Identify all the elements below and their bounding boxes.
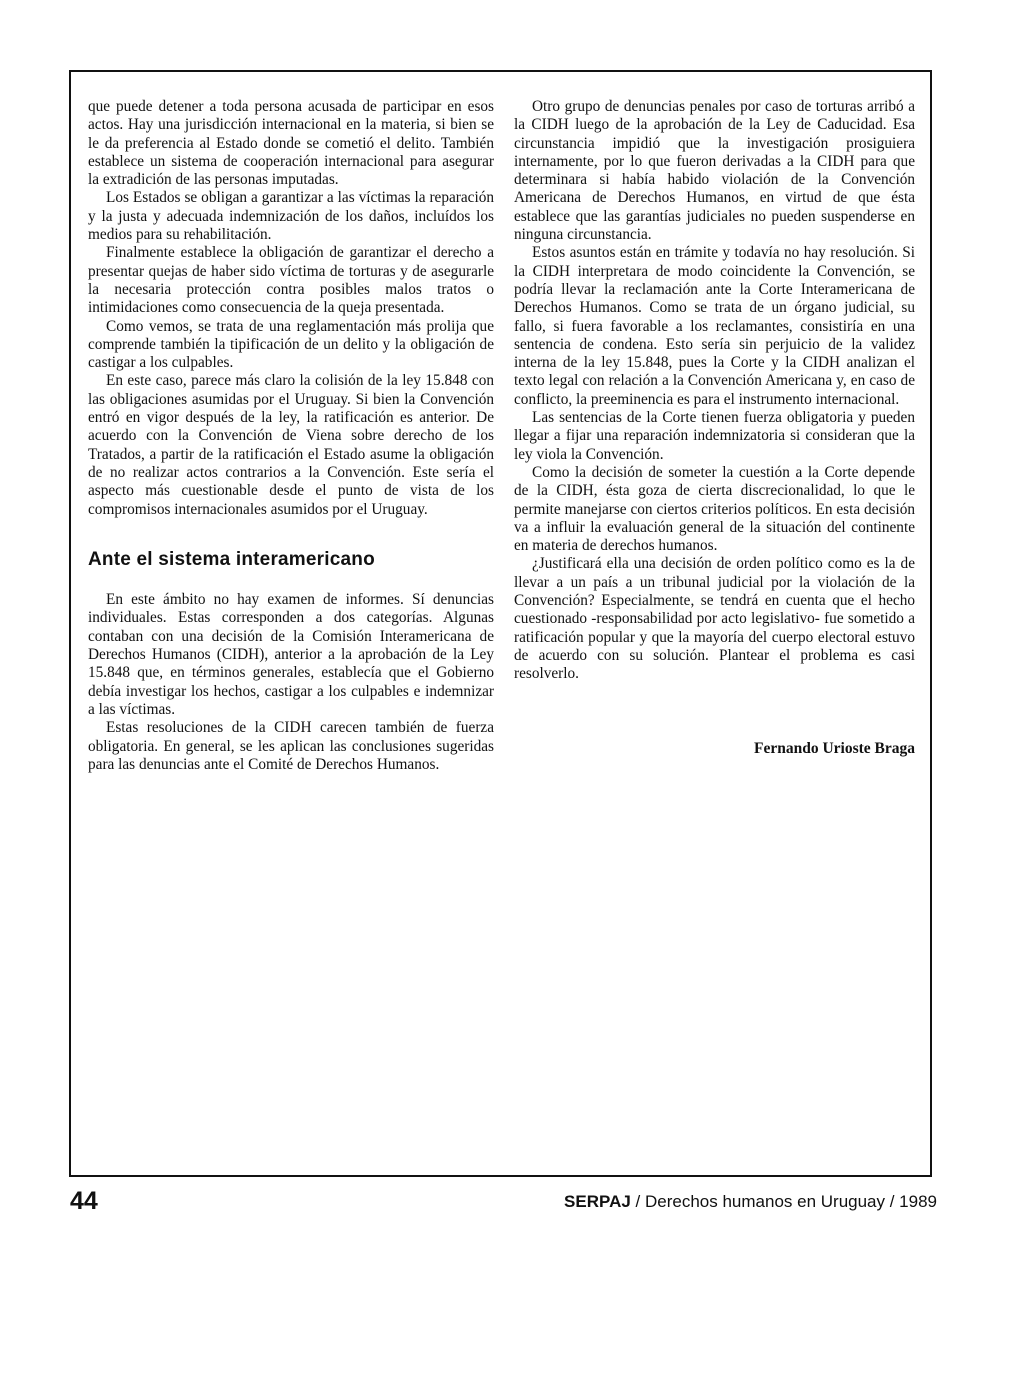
- paragraph: Estas resoluciones de la CIDH carecen también de fuerza obligatoria. En general, se les aplican las conclusiones sugeridas para las denuncias ante el Comité de Derechos Humanos.: [88, 719, 494, 773]
- paragraph: Las sentencias de la Corte tienen fuerza obligatoria y pueden llegar a fijar una reparación indemnizatoria si consideran que la ley viola la Convención.: [514, 409, 915, 463]
- page-number: 44: [70, 1187, 98, 1215]
- paragraph: Estos asuntos están en trámite y todavía no hay resolución. Si la CIDH interpretara de modo coincidente la Convención, se podría llevar la reclamación ante la Corte Interamericana de Derechos Humanos. Como se trata de un órgano judicial, su fallo, si fuera favorable a los reclamantes, consistiría en una sentencia de condena. Esto sería sin perjuicio de la validez interna de la ley 15.848, pues la Corte y la CIDH analizan el texto legal con relación a la Convención Americana y, en caso de conflicto, la preeminencia es para el instrumento internacional.: [514, 244, 915, 408]
- paragraph: Finalmente establece la obligación de garantizar el derecho a presentar quejas de haber sido víctima de torturas y de asegurarle la necesaria protección contra posibles malos tratos o intimidaciones como consecuencia de la queja presentada.: [88, 244, 494, 317]
- paragraph: Como vemos, se trata de una reglamentación más prolija que comprende también la tipificación de un delito y la obligación de castigar a los culpables.: [88, 317, 494, 372]
- author-signature: Fernando Urioste Braga: [753, 739, 915, 757]
- right-column: [514, 98, 915, 758]
- paragraph: que puede detener a toda persona acusada de participar en esos actos. Hay una jurisdicción internacional en la materia, si bien se le da preferencia al Estado donde se cometió el delito. También establece un sistema de cooperación internacional para asegurar la extradición de las personas imputadas.: [88, 98, 494, 189]
- left-column: [88, 98, 494, 774]
- footer-source: [564, 1192, 937, 1212]
- footer-publication: / Derechos humanos en Uruguay / 1989: [630, 1192, 937, 1211]
- paragraph: En este caso, parece más claro la colisión de la ley 15.848 con las obligaciones asumidas por el Uruguay. Si bien la Convención entró en vigor después de la ley, la ratificación es anterior. De acuerdo con la Convención de Viena sobre derecho de los Tratados, a partir de la ratificación el Estado asume la obligación de no realizar actos contrarios a la Convención. Este sería el aspecto más cuestionable desde el punto de vista de los compromisos internacionales asumidos por el Uruguay.: [88, 372, 494, 518]
- paragraph: ¿Justificará ella una decisión de orden político como es la de llevar a un país a un tribunal judicial por la violación de la Convención? Especialmente, se tendrá en cuenta que el hecho cuestionado -responsabilidad por acto legislativo- fue sometido a ratificación popular y que la mayoría del cuerpo electoral estuvo de acuerdo con su solución. Plantear el problema es casi resolverlo.: [514, 555, 915, 683]
- paragraph: Los Estados se obligan a garantizar a las víctimas la reparación y la justa y adecuada indemnización de los daños, incluídos los medios para su rehabilitación.: [88, 189, 494, 244]
- footer-org: SERPAJ: [564, 1192, 631, 1211]
- paragraph: En este ámbito no hay examen de informes. Sí denuncias individuales. Estas corresponden a dos categorías. Algunas contaban con una decisión de la Comisión Interamericana de Derechos Humanos (CIDH), anterior a la aprobación de la Ley 15.848 que, en términos generales, establecía que el Gobierno debía investigar los hechos, castigar a los culpables e indemnizar a las víctimas.: [88, 591, 494, 718]
- paragraph: Otro grupo de denuncias penales por caso de torturas arribó a la CIDH luego de la aprobación de la Ley de Caducidad. Esa circunstancia impidió que la investigación prosiguiera internamente, por lo que fueron derivadas a la CIDH para que determinara si había habido violación de la Convención Americana de Derechos Humanos, en virtud de que ésta establece que las garantías judiciales no pueden suspenderse en ninguna circunstancia.: [514, 98, 915, 244]
- section-heading: Ante el sistema interamericano: [88, 548, 375, 570]
- paragraph: Como la decisión de someter la cuestión a la Corte depende de la CIDH, ésta goza de cierta discrecionalidad, lo que le permite manejarse con ciertos criterios políticos. En esta decisión va a influir la evaluación general de la situación del continente en materia de derechos humanos.: [514, 463, 915, 555]
